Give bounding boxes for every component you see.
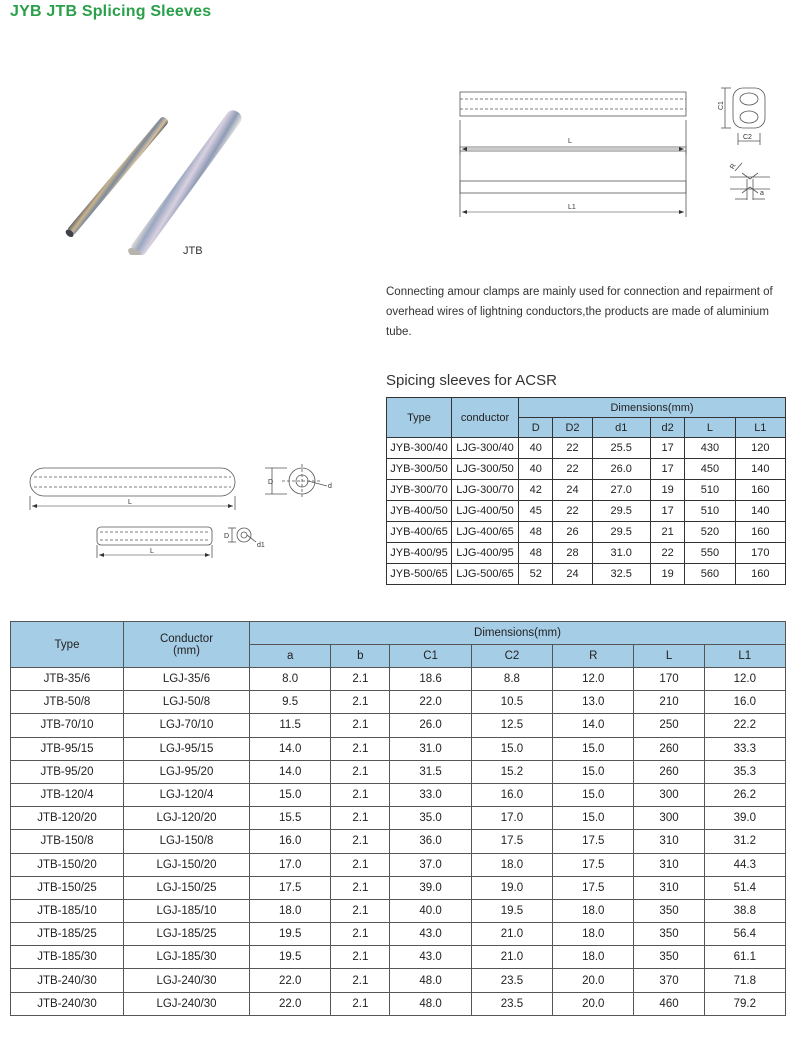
table-cell: 350 [634, 899, 704, 922]
table-cell: JYB-400/50 [387, 501, 452, 522]
table-row [11, 853, 786, 876]
table-cell: LGJ-240/30 [124, 992, 250, 1015]
table-cell: 19.5 [250, 946, 331, 969]
table-cell: 15.2 [471, 760, 552, 783]
table-cell: 17.5 [553, 830, 634, 853]
table-cell: 170 [735, 543, 785, 564]
table-cell: 2.1 [331, 969, 390, 992]
table-cell: JTB-35/6 [11, 668, 124, 691]
table-cell: LGJ-150/8 [124, 830, 250, 853]
table-cell: 17.5 [471, 830, 552, 853]
table-cell: 33.0 [390, 783, 471, 806]
table-row [11, 992, 786, 1015]
table-cell: 11.5 [250, 714, 331, 737]
table-cell: 43.0 [390, 923, 471, 946]
table-cell: 16.0 [471, 783, 552, 806]
table-cell: 51.4 [704, 876, 785, 899]
jtb-table-body [11, 668, 786, 1016]
table-cell: 520 [685, 522, 735, 543]
label-C2: C2 [743, 134, 752, 141]
table-cell: 22 [650, 543, 684, 564]
jtb-table [10, 621, 786, 1016]
table-cell: 44.3 [704, 853, 785, 876]
table-cell: 2.1 [331, 992, 390, 1015]
table-cell: 22.2 [704, 714, 785, 737]
table-cell: 22 [553, 459, 592, 480]
photo-caption: JTB [183, 245, 203, 257]
table-cell: 24 [553, 480, 592, 501]
table-cell: 18.0 [553, 946, 634, 969]
table-cell: 15.0 [553, 807, 634, 830]
table-cell: LJG-300/40 [452, 438, 519, 459]
table-cell: LGJ-120/4 [124, 783, 250, 806]
label-L: L [568, 138, 572, 145]
dim-col-header: L1 [704, 645, 785, 668]
table-cell: 510 [685, 501, 735, 522]
page-title: JYB JTB Splicing Sleeves [10, 3, 212, 20]
table-cell: LJG-300/50 [452, 459, 519, 480]
table-cell: 14.0 [553, 714, 634, 737]
table-cell: 16.0 [250, 830, 331, 853]
table-cell: 17.5 [250, 876, 331, 899]
table-cell: 15.0 [553, 737, 634, 760]
dim-col-header: L [634, 645, 704, 668]
table-cell: 17 [650, 501, 684, 522]
table-row [387, 459, 786, 480]
table-cell: JTB-150/25 [11, 876, 124, 899]
table-cell: 22.0 [390, 691, 471, 714]
table-cell: 350 [634, 946, 704, 969]
table-cell: 21.0 [471, 946, 552, 969]
table-cell: JYB-300/50 [387, 459, 452, 480]
table-cell: 14.0 [250, 760, 331, 783]
table-cell: JYB-400/65 [387, 522, 452, 543]
dim-col-header: D2 [553, 418, 592, 438]
table-row [11, 876, 786, 899]
table-cell: 32.5 [592, 564, 650, 585]
table-cell: LGJ-35/6 [124, 668, 250, 691]
table-row [11, 830, 786, 853]
table-cell: 160 [735, 564, 785, 585]
table-row [387, 480, 786, 501]
table-cell: JTB-185/30 [11, 946, 124, 969]
table-cell: 48 [519, 543, 553, 564]
table-cell: 40 [519, 459, 553, 480]
table-cell: LJG-300/70 [452, 480, 519, 501]
table-cell: 2.1 [331, 807, 390, 830]
table-cell: 210 [634, 691, 704, 714]
table-cell: 120 [735, 438, 785, 459]
table-cell: LGJ-150/25 [124, 876, 250, 899]
table-cell: 71.8 [704, 969, 785, 992]
table-cell: 450 [685, 459, 735, 480]
table-row [11, 783, 786, 806]
table-cell: 2.1 [331, 691, 390, 714]
table-cell: 61.1 [704, 946, 785, 969]
table-cell: 23.5 [471, 992, 552, 1015]
table-cell: 28 [553, 543, 592, 564]
table-row [387, 522, 786, 543]
table-cell: 15.0 [553, 760, 634, 783]
table-cell: JTB-50/8 [11, 691, 124, 714]
table-cell: 19 [650, 480, 684, 501]
table-row [11, 946, 786, 969]
col-type: Type [387, 398, 452, 438]
table-row [11, 807, 786, 830]
jyb-technical-drawing [22, 460, 352, 570]
product-photo [55, 105, 275, 255]
table-cell: LGJ-185/10 [124, 899, 250, 922]
table-cell: 45 [519, 501, 553, 522]
label-D: D [268, 479, 274, 486]
table-cell: JYB-300/70 [387, 480, 452, 501]
table-cell: 37.0 [390, 853, 471, 876]
table-cell: JYB-400/95 [387, 543, 452, 564]
table-cell: 33.3 [704, 737, 785, 760]
dim-col-header: D [519, 418, 553, 438]
table-cell: 430 [685, 438, 735, 459]
table-cell: 310 [634, 830, 704, 853]
table-cell: JTB-150/8 [11, 830, 124, 853]
table-cell: 26 [553, 522, 592, 543]
table-cell: 21 [650, 522, 684, 543]
table-cell: 13.0 [553, 691, 634, 714]
table-row [387, 543, 786, 564]
table-cell: 17.5 [553, 853, 634, 876]
table-cell: 300 [634, 807, 704, 830]
table-cell: 24 [553, 564, 592, 585]
table-row [387, 564, 786, 585]
label-d: d [328, 483, 332, 490]
table-row [11, 714, 786, 737]
table-cell: 19.5 [471, 899, 552, 922]
table-cell: 2.1 [331, 853, 390, 876]
table-cell: 260 [634, 737, 704, 760]
acsr-table-heading: Spicing sleeves for ACSR [386, 372, 557, 389]
label-L: L [128, 499, 132, 506]
table-cell: 18.0 [250, 899, 331, 922]
table-row [11, 969, 786, 992]
table-cell: 38.8 [704, 899, 785, 922]
table-cell: 31.0 [592, 543, 650, 564]
table-cell: 17 [650, 459, 684, 480]
label-a: a [760, 190, 764, 197]
table-cell: 17 [650, 438, 684, 459]
col-conductor [124, 622, 250, 668]
table-cell: 43.0 [390, 946, 471, 969]
dim-col-header: L [685, 418, 735, 438]
table-cell: 48 [519, 522, 553, 543]
table-cell: 12.0 [704, 668, 785, 691]
dim-col-header: a [250, 645, 331, 668]
table-cell: 22.0 [250, 992, 331, 1015]
table-cell: 29.5 [592, 501, 650, 522]
table-cell: 23.5 [471, 969, 552, 992]
table-cell: LGJ-120/20 [124, 807, 250, 830]
table-cell: 39.0 [704, 807, 785, 830]
dim-col-header: R [553, 645, 634, 668]
table-row [11, 923, 786, 946]
table-cell: 2.1 [331, 830, 390, 853]
table-row [11, 668, 786, 691]
label-R: R [729, 162, 738, 171]
table-cell: 35.0 [390, 807, 471, 830]
col-type: Type [11, 622, 124, 668]
table-cell: 260 [634, 760, 704, 783]
table-cell: 2.1 [331, 876, 390, 899]
acsr-table [386, 397, 786, 585]
table-row [11, 899, 786, 922]
table-cell: LGJ-95/15 [124, 737, 250, 760]
table-cell: 16.0 [704, 691, 785, 714]
table-cell: LGJ-185/25 [124, 923, 250, 946]
acsr-table-body [387, 438, 786, 585]
label-d1: d1 [257, 542, 265, 549]
table-cell: JTB-95/15 [11, 737, 124, 760]
table-cell: 26.0 [390, 714, 471, 737]
table-cell: 2.1 [331, 899, 390, 922]
table-cell: LJG-400/50 [452, 501, 519, 522]
col-conductor-line1: Conductor [159, 632, 214, 645]
label-D-small: D [224, 533, 230, 540]
table-cell: LGJ-185/30 [124, 946, 250, 969]
table-cell: JTB-150/20 [11, 853, 124, 876]
table-cell: 22 [553, 501, 592, 522]
table-cell: 17.5 [553, 876, 634, 899]
table-cell: 160 [735, 522, 785, 543]
table-cell: 56.4 [704, 923, 785, 946]
table-cell: LGJ-240/30 [124, 969, 250, 992]
table-row [387, 438, 786, 459]
table-cell: 15.5 [250, 807, 331, 830]
table-cell: 17.0 [471, 807, 552, 830]
jtb-technical-drawing [450, 75, 790, 225]
table-cell: 160 [735, 480, 785, 501]
col-conductor-line2: (mm) [173, 644, 200, 657]
dim-col-header: d1 [592, 418, 650, 438]
table-cell: 40 [519, 438, 553, 459]
label-L-small: L [150, 548, 154, 555]
table-cell: 31.0 [390, 737, 471, 760]
description-text: Connecting amour clamps are mainly used for connection and repairment of overhead wires of lightning conductors,the products are made of aluminium tube. [386, 286, 773, 338]
table-cell: 14.0 [250, 737, 331, 760]
table-cell: 350 [634, 923, 704, 946]
col-conductor: conductor [452, 398, 519, 438]
dim-col-header: C1 [390, 645, 471, 668]
table-cell: JYB-500/65 [387, 564, 452, 585]
table-cell: JTB-70/10 [11, 714, 124, 737]
table-cell: JTB-240/30 [11, 969, 124, 992]
table-cell: 31.2 [704, 830, 785, 853]
table-cell: JTB-120/20 [11, 807, 124, 830]
table-cell: 21.0 [471, 923, 552, 946]
table-cell: LJG-400/95 [452, 543, 519, 564]
table-cell: 19 [650, 564, 684, 585]
table-cell: 170 [634, 668, 704, 691]
table-cell: 42 [519, 480, 553, 501]
table-cell: 2.1 [331, 760, 390, 783]
table-cell: 29.5 [592, 522, 650, 543]
table-cell: 2.1 [331, 946, 390, 969]
table-cell: 25.5 [592, 438, 650, 459]
table-cell: 26.2 [704, 783, 785, 806]
table-cell: JTB-185/10 [11, 899, 124, 922]
table-cell: JTB-240/30 [11, 992, 124, 1015]
table-cell: 9.5 [250, 691, 331, 714]
table-cell: 10.5 [471, 691, 552, 714]
table-cell: 31.5 [390, 760, 471, 783]
table-cell: 19.5 [250, 923, 331, 946]
table-cell: 48.0 [390, 969, 471, 992]
table-cell: 2.1 [331, 783, 390, 806]
table-cell: LJG-500/65 [452, 564, 519, 585]
label-L1: L1 [568, 204, 576, 211]
table-cell: 18.0 [553, 923, 634, 946]
table-cell: 39.0 [390, 876, 471, 899]
table-row [11, 737, 786, 760]
table-cell: 2.1 [331, 737, 390, 760]
table-cell: 300 [634, 783, 704, 806]
table-cell: 19.0 [471, 876, 552, 899]
table-cell: 2.1 [331, 714, 390, 737]
col-dimensions: Dimensions(mm) [250, 622, 786, 645]
table-cell: 15.0 [250, 783, 331, 806]
table-cell: 15.0 [553, 783, 634, 806]
table-row [11, 691, 786, 714]
table-cell: 26.0 [592, 459, 650, 480]
table-cell: 18.0 [553, 899, 634, 922]
table-cell: 36.0 [390, 830, 471, 853]
dim-col-header: C2 [471, 645, 552, 668]
table-cell: 79.2 [704, 992, 785, 1015]
table-cell: 370 [634, 969, 704, 992]
dim-col-header: d2 [650, 418, 684, 438]
label-C1: C1 [718, 101, 725, 110]
table-cell: 40.0 [390, 899, 471, 922]
table-cell: 560 [685, 564, 735, 585]
table-cell: JTB-95/20 [11, 760, 124, 783]
table-cell: 550 [685, 543, 735, 564]
table-cell: 510 [685, 480, 735, 501]
table-cell: 8.8 [471, 668, 552, 691]
table-cell: 18.0 [471, 853, 552, 876]
table-cell: 15.0 [471, 737, 552, 760]
table-cell: LGJ-70/10 [124, 714, 250, 737]
table-cell: 2.1 [331, 668, 390, 691]
table-cell: 20.0 [553, 969, 634, 992]
table-cell: 27.0 [592, 480, 650, 501]
table-cell: 18.6 [390, 668, 471, 691]
table-cell: 8.0 [250, 668, 331, 691]
table-cell: 2.1 [331, 923, 390, 946]
table-cell: 48.0 [390, 992, 471, 1015]
table-cell: 460 [634, 992, 704, 1015]
dim-col-header: b [331, 645, 390, 668]
table-cell: 310 [634, 853, 704, 876]
table-row [11, 760, 786, 783]
dim-col-header: L1 [735, 418, 785, 438]
table-cell: 17.0 [250, 853, 331, 876]
table-cell: JYB-300/40 [387, 438, 452, 459]
table-cell: LGJ-150/20 [124, 853, 250, 876]
table-cell: 12.0 [553, 668, 634, 691]
table-cell: 22 [553, 438, 592, 459]
table-cell: 22.0 [250, 969, 331, 992]
table-cell: LGJ-50/8 [124, 691, 250, 714]
table-cell: 35.3 [704, 760, 785, 783]
table-row [387, 501, 786, 522]
col-dimensions: Dimensions(mm) [519, 398, 786, 418]
table-cell: LJG-400/65 [452, 522, 519, 543]
table-cell: JTB-120/4 [11, 783, 124, 806]
table-cell: 310 [634, 876, 704, 899]
table-cell: 250 [634, 714, 704, 737]
table-cell: JTB-185/25 [11, 923, 124, 946]
table-cell: 20.0 [553, 992, 634, 1015]
table-cell: 52 [519, 564, 553, 585]
table-cell: 140 [735, 501, 785, 522]
table-cell: LGJ-95/20 [124, 760, 250, 783]
table-cell: 12.5 [471, 714, 552, 737]
large-tube-image [126, 107, 244, 255]
table-cell: 140 [735, 459, 785, 480]
